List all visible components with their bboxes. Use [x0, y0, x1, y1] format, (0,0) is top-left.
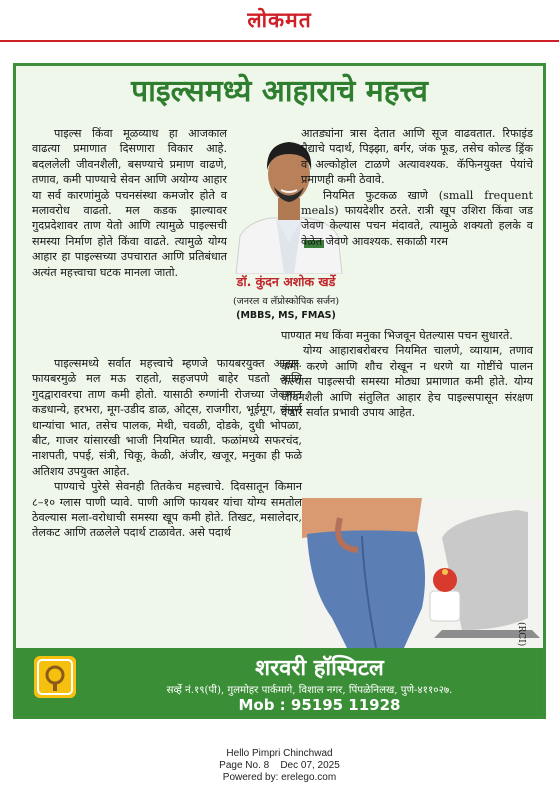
paragraph: पाइल्समध्ये सर्वात महत्त्वाचे म्हणजे फायबरयुक्त आहार. फायबरमुळे मल मऊ राहतो, सहजपणे बाहेर पडतो आणि गुदद्वारावरचा ताण कमी होतो. यासाठी रुग्णांनी रोजच्या जेवणात कडधान्ये, हरभरा, मूग-उडीद डाळ, ओट्स, राजगीरा, भूईमूग, संपूर्ण धान्यांचा भात, तसेच पालक, मेथी, चवळी, दोडके, दुधी भोपळा, बीट, गाजर यांसारखी भाजी नियमित घ्यावी. फळांमध्ये सफरचंद, नाशपती, पपई, संत्री, चिकू, केळी, अंजीर, खजूर, मनुका ही फळे अतिशय उपयुक्त आहेत. — [32, 357, 302, 478]
article-column-right-middle — [281, 328, 533, 478]
paragraph: योग्य आहाराबरोबरच नियमित चालणे, व्यायाम, तणाव कमी करणे आणि शौच रोखून न धरणे या गोष्टींचे पालन केल्यास पाइल्सची समस्या मोठ्या प्रमाणात कमी होते. योग्य जीवनशैली आणि संतुलित आहार हेच पाइल्सपासून संरक्षण देणारे सर्वात प्रभावी उपाय आहेत. — [281, 344, 533, 420]
piles-illustration — [302, 498, 543, 648]
paragraph: पाइल्स किंवा मूळव्याध हा आजकाल वाढत्या प्रमाणात दिसणारा विकार आहे. बदललेली जीवनशैली, बसण्याचे प्रमाण वाढणे, तणाव, कमी पाण्याचे सेवन आणि अयोग्य आहार या सर्व कारणांमुळे पचनसंस्था कमजोर होते व मलावरोध वाढतो. मल कडक झाल्यावर गुदप्रदेशावर ताण येतो आणि त्यामुळे पाइल्सची समस्या निर्माण होते किंवा वाढते. त्यामुळे योग्य आहार हा पाइल्सच्या उपचारात आणि प्रतिबंधात अत्यंत महत्त्वाचा घटक मानला जातो. — [32, 127, 227, 279]
article-column-left-top — [32, 126, 227, 352]
article-headline: पाइल्समध्ये आहाराचे महत्त्व — [131, 74, 428, 109]
article-column-left-bottom — [32, 356, 302, 648]
illustration-credit: (RCI) — [516, 622, 526, 647]
article-clipping — [13, 63, 546, 719]
doctor-name: डॉ. कुंदन अशोक खर्डे — [236, 274, 336, 289]
hospital-logo-icon — [34, 656, 76, 698]
paragraph: पाण्याचे पुरेसे सेवनही तितकेच महत्त्वाचे. दिवसातून किमान ८–१० ग्लास पाणी प्यावे. पाणी आणि फायबर यांचा योग्य समतोल ठेवल्यास मला-वरोधाची समस्या खूप कमी होते. तिखट, मसालेदार, तेलकट आणि तळलेले पदार्थ टाळावेत. असे पदार्थ — [32, 480, 302, 540]
edition-name: Hello Pimpri Chinchwad — [226, 748, 333, 759]
page-number-date: Page No. 8 Dec 07, 2025 — [219, 760, 340, 771]
paragraph: नियमित फुटकळ खाणे (small frequent meals) फायदेशीर ठरते. रात्री खूप उशिरा किंवा जड जेवण केल्यास पचन मंदावते, त्यामुळे शक्यतो हलके व वेळेत जेवणे आवश्यक. सकाळी गरम — [301, 188, 533, 248]
page-meta — [0, 748, 559, 784]
doctor-role: (जनरल व लॅप्रोस्कोपिक सर्जन) — [232, 296, 340, 307]
hospital-banner — [16, 648, 543, 716]
hospital-name: शरवरी हॉस्पिटल — [255, 656, 384, 681]
doctor-degrees: (MBBS, MS, FMAS) — [236, 310, 336, 321]
hospital-mobile: Mob : 95195 11928 — [238, 696, 401, 714]
hospital-address: सर्व्हे नं.१९(पी), गुलमोहर पार्कमागे, विशाल नगर, पिंपळेनिलख, पुणे-४११०२७. — [166, 685, 453, 696]
paragraph: आतड्यांना त्रास देतात आणि सूज वाढवतात. रिफाइंड मैद्याचे पदार्थ, पिझ्झा, बर्गर, जंक फूड, तसेच कोल्ड ड्रिंक व अल्कोहोल टाळणे अत्यावश्यक. कॅफिनयुक्त पेयांचे प्रमाणही कमी ठेवावे. — [301, 127, 533, 187]
article-column-right-top — [301, 126, 533, 352]
paragraph: पाण्यात मध किंवा मनुका भिजवून घेतल्यास पचन सुधारते. — [281, 329, 513, 342]
masthead-rule — [0, 40, 559, 42]
newspaper-logo: लोकमत — [247, 8, 312, 32]
powered-by: Powered by: erelego.com — [222, 772, 337, 783]
masthead — [0, 0, 559, 44]
